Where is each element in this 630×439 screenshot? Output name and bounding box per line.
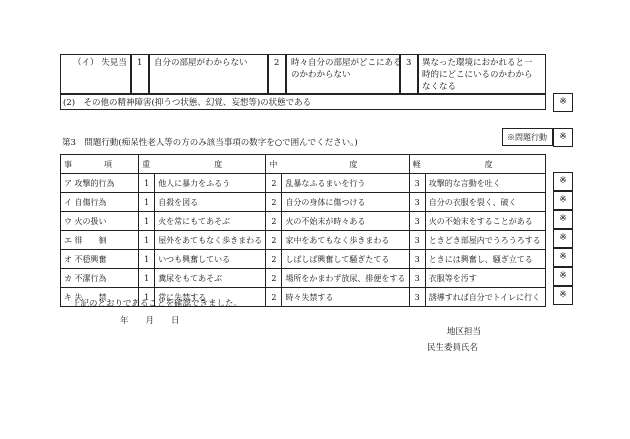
heavy-cell: 屋外をあてもなく歩きまわる — [155, 231, 266, 250]
level-text-line: 時々自分の部屋がどこにある — [291, 58, 402, 68]
table-row — [61, 231, 546, 250]
table-row — [61, 193, 546, 212]
medium-cell: 時々失禁する — [282, 288, 409, 307]
other-disorder-label: (2) その他の精神障害(抑うつ状態、幻覚、妄想等)の状態である — [63, 98, 312, 108]
num-cell: 1 — [139, 193, 155, 212]
level-text-line: 時的にどこにいるのかわから — [422, 70, 533, 80]
level-text-cell — [418, 54, 546, 94]
medium-cell: 自分の身体に傷つける — [282, 193, 409, 212]
table-header — [61, 155, 546, 174]
level-num-cell — [400, 54, 418, 94]
medium-cell: 乱暴なふるまいを行う — [282, 174, 409, 193]
problem-behavior-badge — [502, 128, 553, 146]
medium-cell: 場所をかまわず放尿、排便をする — [282, 269, 409, 288]
level-text-line: のかわからない — [291, 70, 351, 80]
item-cell: イ 自傷行為 — [61, 193, 139, 212]
num-cell: 2 — [266, 231, 282, 250]
reference-mark: ※ — [553, 248, 573, 267]
num-cell: 2 — [266, 174, 282, 193]
light-cell: 火の不始末をすることがある — [425, 212, 545, 231]
signer-label: 民生委員氏名 — [427, 343, 479, 353]
item-cell: ア 攻撃的行為 — [61, 174, 139, 193]
num-cell: 1 — [139, 212, 155, 231]
table-row — [61, 269, 546, 288]
item-cell — [60, 54, 131, 94]
heavy-cell: 自殺を図る — [155, 193, 266, 212]
header-heavy: 重 度 — [139, 155, 266, 174]
level-num: 3 — [406, 58, 412, 68]
num-cell: 2 — [266, 288, 282, 307]
level-text-cell — [149, 54, 268, 94]
num-cell: 3 — [409, 193, 425, 212]
item-label: （イ） 失見当 — [73, 58, 127, 68]
reference-mark: ※ — [553, 267, 573, 286]
header-light: 軽 度 — [409, 155, 545, 174]
heavy-cell: 常に失禁する — [155, 288, 266, 307]
reference-mark: ※ — [553, 286, 573, 305]
num-cell: 3 — [409, 174, 425, 193]
level-num-cell — [268, 54, 286, 94]
num-cell: 1 — [139, 231, 155, 250]
num-cell: 3 — [409, 269, 425, 288]
reference-mark: ※ — [553, 172, 573, 191]
num-cell: 1 — [139, 174, 155, 193]
level-num-cell — [131, 54, 149, 94]
problem-behavior-table — [60, 154, 546, 307]
level-text-line: なくなる — [422, 82, 457, 92]
heavy-cell: 火を常にもてあそぶ — [155, 212, 266, 231]
item-cell: キ 失 禁 — [61, 288, 139, 307]
medium-cell: 火の不始末が時々ある — [282, 212, 409, 231]
light-cell: 自分の衣服を裂く、破く — [425, 193, 545, 212]
num-cell: 3 — [409, 231, 425, 250]
area-label: 地区担当 — [447, 327, 482, 337]
num-cell: 1 — [139, 288, 155, 307]
badge-label: ※問題行動 — [507, 133, 547, 142]
heavy-cell: 他人に暴力をふるう — [155, 174, 266, 193]
num-cell: 2 — [266, 193, 282, 212]
level-text: 自分の部屋がわからない — [154, 58, 248, 68]
header-item: 事 項 — [61, 155, 139, 174]
reference-mark: ※ — [553, 210, 573, 229]
light-cell: 誘導すれば自分でトイレに行く — [425, 288, 545, 307]
num-cell: 3 — [409, 250, 425, 269]
table-row — [61, 250, 546, 269]
heavy-cell: いつも興奮している — [155, 250, 266, 269]
num-cell: 2 — [266, 269, 282, 288]
item-cell: カ 不潔行為 — [61, 269, 139, 288]
num-cell: 2 — [266, 212, 282, 231]
other-disorder-row — [60, 94, 546, 110]
table-row — [61, 212, 546, 231]
confirmation-text: 上記のとおりであることを確認できました。 — [72, 299, 243, 309]
num-cell: 3 — [409, 212, 425, 231]
light-cell: 衣服等を汚す — [425, 269, 545, 288]
reference-mark: ※ — [553, 229, 573, 248]
item-cell: エ 徘 徊 — [61, 231, 139, 250]
level-num: 1 — [137, 58, 143, 68]
medium-cell: しばしば興奮して騒ぎたてる — [282, 250, 409, 269]
section3-title: 第3 問題行動(痴呆性老人等の方のみ該当事項の数字を○で囲んでください。) — [62, 138, 358, 148]
item-cell: オ 不穏興奮 — [61, 250, 139, 269]
num-cell: 3 — [409, 288, 425, 307]
item-cell: ウ 火の扱い — [61, 212, 139, 231]
light-cell: 攻撃的な言動を吐く — [425, 174, 545, 193]
header-medium: 中 度 — [266, 155, 409, 174]
light-cell: ときどき部屋内でうろうろする — [425, 231, 545, 250]
medium-cell: 家中をあてもなく歩きまわる — [282, 231, 409, 250]
level-text-cell — [286, 54, 400, 94]
light-cell: ときには興奮し、騒ぎ立てる — [425, 250, 545, 269]
reference-mark: ※ — [553, 128, 573, 147]
level-text-line: 異なった環境におかれると一 — [422, 58, 533, 68]
level-num: 2 — [274, 58, 280, 68]
reference-mark: ※ — [553, 93, 573, 112]
heavy-cell: 糞尿をもてあそぶ — [155, 269, 266, 288]
num-cell: 1 — [139, 269, 155, 288]
date-line: 年 月 日 — [120, 316, 180, 326]
num-cell: 2 — [266, 250, 282, 269]
reference-mark: ※ — [553, 191, 573, 210]
num-cell: 1 — [139, 250, 155, 269]
table-row — [61, 174, 546, 193]
